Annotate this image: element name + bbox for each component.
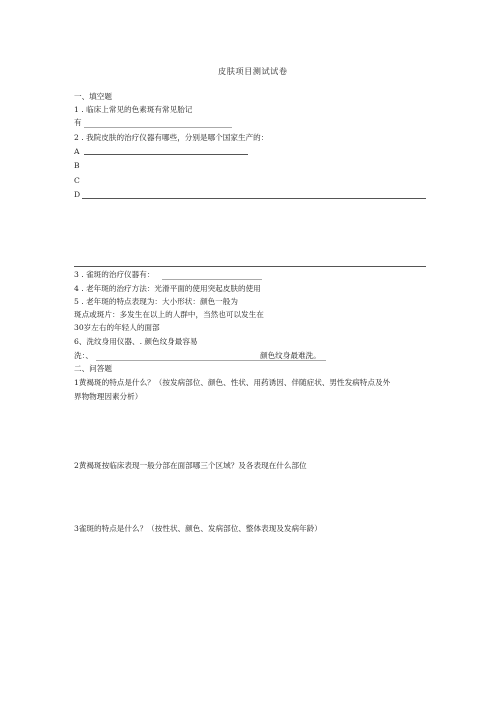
- question-5-line-2: 斑点或斑片：多发生在以上的人群中，当然也可以发生在: [74, 310, 264, 319]
- option-a-label: A: [74, 147, 80, 156]
- answer-blank-1: [84, 127, 232, 128]
- option-c-label: C: [74, 176, 80, 185]
- answer-blank-6-tail: [256, 360, 326, 361]
- question-3: 3 . 雀斑的治疗仪器有：: [74, 270, 155, 279]
- qa-question-2: 2黄褐斑按临床表现一般分部在面部哪三个区域？及各表现在什么部位: [74, 461, 307, 470]
- question-6-tail: 颜色纹身最难洗。: [260, 351, 321, 360]
- qa-question-1-continued: 界物物理因素分析）: [74, 392, 143, 401]
- question-5-line-3: 30岁左右的年轻人的面部: [74, 323, 160, 332]
- question-1-continued: 有: [74, 118, 82, 127]
- divider-line: [74, 266, 426, 267]
- question-4: 4 . 老年斑的治疗方法：光滑平面的使用突起皮肤的使用: [74, 284, 261, 293]
- question-1: 1 . 临床上常见的色素斑有常见胎记: [74, 105, 193, 114]
- question-6-line-2: 洗：、: [74, 351, 93, 360]
- qa-question-3: 3雀斑的特点是什么？（按性状、颜色、发病部位、整体表现及发病年龄）: [74, 524, 322, 533]
- question-2: 2 . 我院皮肤的治疗仪器有哪些，分别是哪个国家生产的：: [74, 133, 269, 142]
- answer-blank-6: [96, 360, 256, 361]
- option-b-label: B: [74, 161, 80, 170]
- qa-question-1: 1黄褐斑的特点是什么？（按发病部位、颜色、性状、用药诱因、伴随症状、男性发病特点及外: [74, 378, 391, 387]
- answer-blank-a: [84, 154, 248, 155]
- page-title: 皮肤项目测试试卷: [218, 66, 288, 76]
- question-5: 5 . 老年斑的特点表现为：大小形状：颜色一般为: [74, 297, 238, 306]
- option-d-label: D: [74, 190, 81, 199]
- answer-blank-3: [162, 279, 262, 280]
- section-qa-heading: 二、问答题: [74, 364, 112, 373]
- question-6: 6、洗纹身用仪器、. 颜色纹身最容易: [74, 337, 198, 346]
- section-fill-in-heading: 一、填空题: [74, 92, 112, 101]
- answer-blank-d: [82, 198, 426, 199]
